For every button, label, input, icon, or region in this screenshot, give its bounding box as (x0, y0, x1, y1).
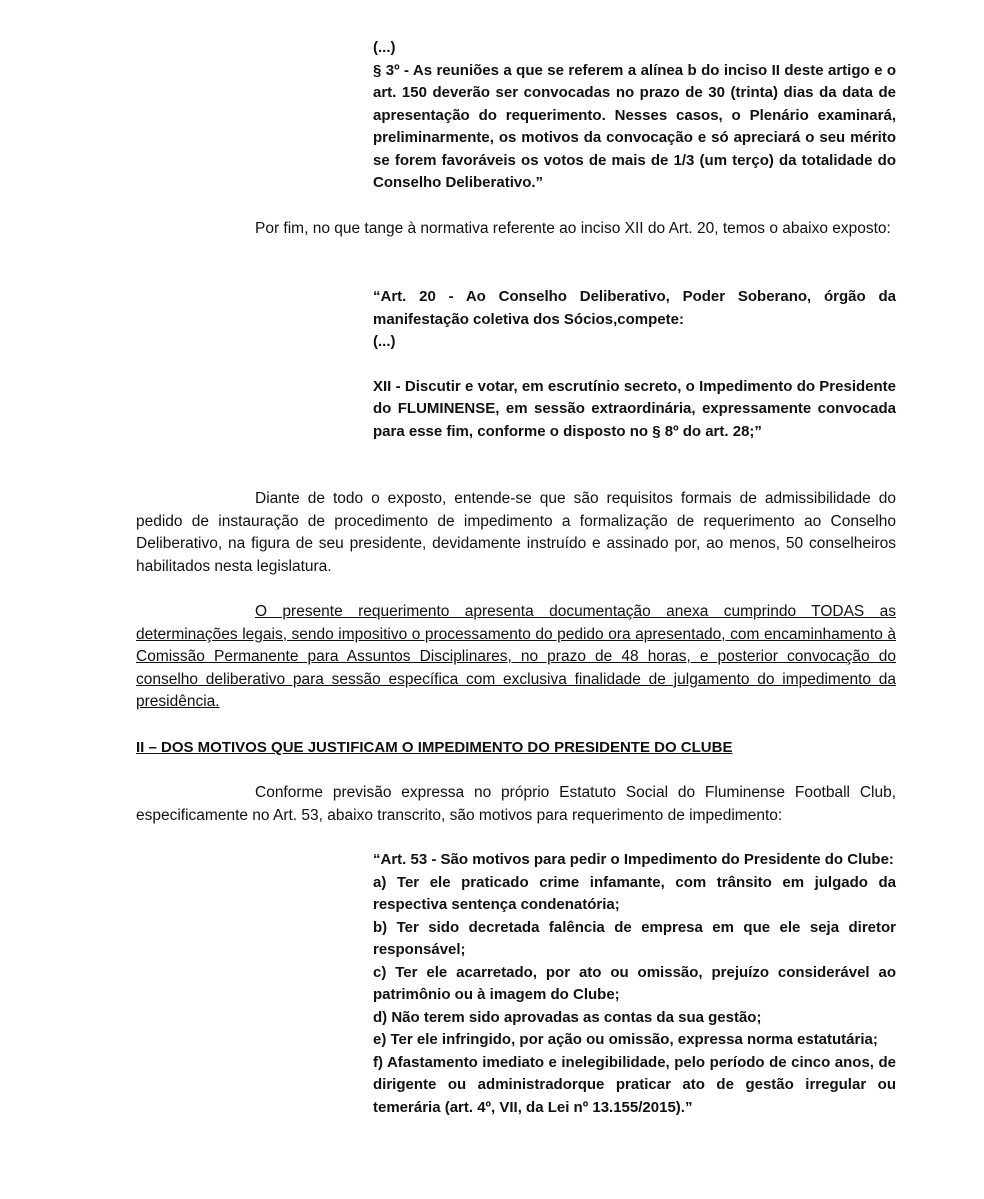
inciso-xii-text: XII - Discutir e votar, em escrutínio secreto, o Impedimento do Presidente do FLUMINENSE, em sessão extraordinária, expressamente convocada para esse fim, conforme o disposto no § 8º do art. 28;” (373, 377, 896, 440)
body-paragraph-2 (136, 488, 896, 578)
paragraph-text: Por fim, no que tange à normativa referente ao inciso XII do Art. 20, temos o abaixo exposto: (255, 220, 891, 237)
quote-block-art-20 (373, 286, 896, 443)
list-item: e) Ter ele infringido, por ação ou omissão, expressa norma estatutária; (373, 1031, 878, 1048)
ellipsis-text: (...) (373, 39, 396, 56)
paragraph-text: O presente requerimento apresenta documentação anexa cumprindo TODAS as determinações legais, sendo impositivo o processamento do pedido ora apresentado, com encaminhamento à Comissão Permanente para Assuntos Disciplinares, no prazo de 48 horas, e posterior convocação do conselho deliberativo para sessão específica com exclusiva finalidade de julgamento do impedimento da presidência. (136, 603, 896, 710)
list-item: f) Afastamento imediato e inelegibilidade, pelo período de cinco anos, de dirigente ou administradorque praticar ato de gestão irregular ou temerária (art. 4º, VII, da Lei nº 13.155/2015).” (373, 1053, 896, 1116)
list-item: d) Não terem sido aprovadas as contas da sua gestão; (373, 1008, 762, 1026)
list-item: a) Ter ele praticado crime infamante, com trânsito em julgado da respectiva sentença condenatória; (373, 873, 896, 913)
quote-block-paragraph-3 (373, 37, 896, 195)
paragraph-text: Diante de todo o exposto, entende-se que são requisitos formais de admissibilidade do pedido de instauração de procedimento de impedimento a formalização de requerimento ao Conselho Deliberativo, na figura de seu presidente, devidamente instruído e assinado por, ao menos, 50 conselheiros habilitados nesta legislatura. (136, 490, 896, 575)
art-20-text: “Art. 20 - Ao Conselho Deliberativo, Poder Soberano, órgão da manifestação coletiva dos Sócios,compete: (373, 288, 896, 328)
list-item: c) Ter ele acarretado, por ato ou omissão, prejuízo considerável ao patrimônio ou à imagem do Clube; (373, 963, 896, 1003)
quote-block-art-53 (373, 849, 896, 1119)
paragraph-text: Conforme previsão expressa no próprio Estatuto Social do Fluminense Football Club, especificamente no Art. 53, abaixo transcrito, são motivos para requerimento de impedimento: (136, 784, 896, 824)
list-item: b) Ter sido decretada falência de empresa em que ele seja diretor responsável; (373, 918, 896, 958)
art-53-intro: “Art. 53 - São motivos para pedir o Impedimento do Presidente do Clube: (373, 851, 894, 868)
body-paragraph-3-underlined (136, 601, 896, 714)
ellipsis-text: (...) (373, 333, 396, 350)
body-paragraph-4 (136, 782, 896, 827)
body-paragraph-1 (136, 218, 896, 241)
section-heading: II – DOS MOTIVOS QUE JUSTIFICAM O IMPEDIMENTO DO PRESIDENTE DO CLUBE (136, 739, 733, 756)
paragraph-3-text: § 3º - As reuniões a que se referem a alínea b do inciso II deste artigo e o art. 150 deverão ser convocadas no prazo de 30 (trinta) dias da data de apresentação do requerimento. Nesses casos, o Plenário examinará, preliminarmente, os motivos da convocação e só apreciará o seu mérito se forem favoráveis os votos de mais de 1/3 (um terço) da totalidade do Conselho Deliberativo.” (373, 61, 896, 191)
